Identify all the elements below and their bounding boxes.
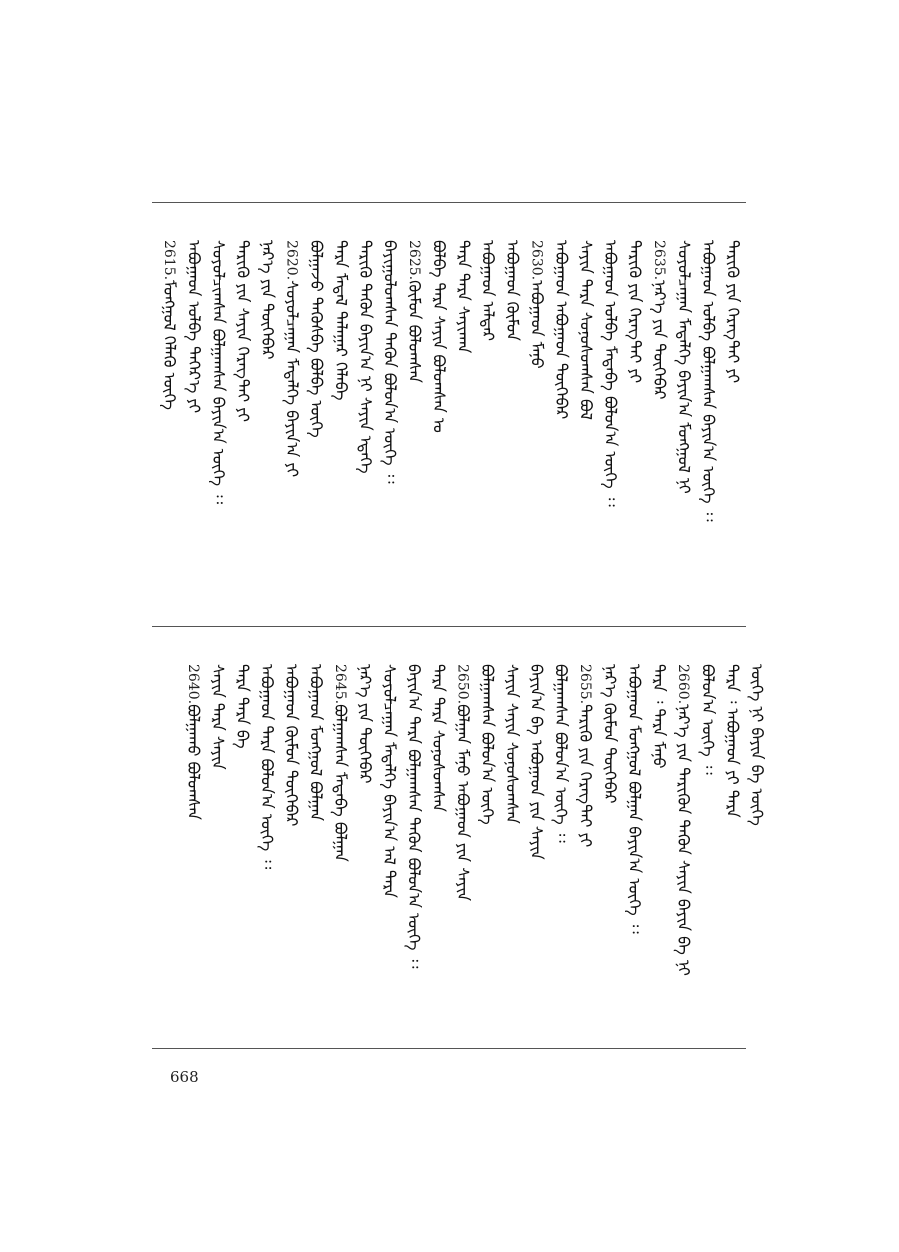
verse-line [671, 240, 697, 610]
verse-line [426, 240, 452, 610]
verse-number: 2635. [651, 240, 667, 281]
verse-text: ᠠᠪᠤᠭᠠᠳ ᠣᠯᠪᠠ ᠮᠡᠳᠡᠪᠡ ᠪᠣᠯᠤᠨ᠎ᠠ ᠦᠭᠡ ᠄᠄ [601, 240, 620, 507]
verse-text: ᠮᠣᠩᠭᠣᠯ ᠬᠡᠯᠡᠬᠦ ᠦᠭᠡ [160, 280, 179, 410]
verse-text: ᠠᠪᠤᠭᠠᠳ ᠮᠠᠨᠤ [527, 280, 547, 369]
verse-text: ᠪᠣᠯᠤᠨ᠎ᠠ ᠦᠭᠡ ᠄᠄ [698, 664, 718, 775]
verse-line [450, 664, 476, 1034]
verse-text: ᠪᠣᠯᠭᠠᠭᠰᠠᠨ ᠮᠡᠳᠡᠪᠡ ᠪᠣᠯᠭᠠᠨ [331, 704, 350, 862]
verse-line [156, 240, 182, 610]
verse-text: ᠰᠠᠶᠢᠨ ᠲᠡᠷᠡ ᠰᠣᠨᠣᠰᠤᠭᠰᠠᠨ ᠪᠣᠯ [576, 240, 596, 421]
verse-line [474, 664, 500, 1034]
verse-line [646, 240, 672, 610]
verse-number: 2655. [577, 664, 593, 705]
verse-line [254, 664, 280, 1034]
middle-rule [152, 626, 746, 627]
lower-panel [152, 664, 767, 1034]
verse-text: ᠰᠠᠶᠢᠨ ᠰᠠᠶᠢᠨ ᠰᠣᠨᠣᠰᠤᠭᠰᠠᠨ [502, 664, 522, 824]
verse-text: ᠲᠡᠷᠡ ᠲᠡᠷᠡ ᠰᠠᠶᠢᠬᠠᠨ [454, 240, 473, 354]
verse-text: ᠲᠡᠷᠢᠭᠦ ᠶᠢᠨ ᠬᠡᠷᠡᠭ᠎ᠲᠡᠢ ᠶᠢ [625, 240, 645, 384]
top-rule [152, 202, 746, 203]
verse-text: ᠰᠣᠶᠣᠯᠴᠠᠭᠠᠨ ᠮᠡᠳᠡᠯᠭᠡ ᠪᠠᠶᠢᠨ᠎ᠠ ᠮᠣᠩᠭᠣᠯ ᠨᠢ [674, 240, 694, 494]
verse-line [279, 240, 305, 610]
verse-line [205, 664, 231, 1034]
verse-text: ᠨᠡᠷ᠎ᠡ ᠶᠢᠨ ᠲᠡᠷᠢᠭᠦᠨ ᠲᠡᠭᠦᠨ ᠰᠠᠶᠢᠨ ᠪᠠᠶᠢᠨ ᠪᠠ ᠨᠢ [674, 704, 693, 976]
verse-line [524, 240, 550, 610]
verse-text: ᠲᠡᠷᠢᠭᠦ ᠶᠢᠨ ᠬᠡᠷᠡᠭ᠎ᠲᠡᠢ ᠶᠢ [723, 240, 743, 384]
verse-line [401, 240, 427, 610]
verse-text: ᠲᠡᠷᠡ ᠮᠡᠳᠡᠯ ᠲᠠᠯᠠᠭᠠᠷ ᠬᠡᠯᠡᠪᠡ [331, 240, 351, 401]
verse-line [670, 664, 696, 1034]
verse-number: 2645. [332, 664, 348, 705]
verse-text: ᠠᠪᠤᠭᠠᠳ ᠲᠡᠷᠡ ᠪᠣᠯᠤᠨ᠎ᠠ ᠦᠭᠡ ᠄᠄ [257, 664, 277, 870]
verse-text: ᠲᠡᠷᠡ ᠲᠡᠷᠡ ᠰᠣᠨᠣᠰᠤᠭᠰᠠᠨ [429, 664, 448, 812]
verse-text: ᠪᠣᠯᠭᠠᠨ ᠮᠠᠨᠤ ᠠᠪᠤᠭᠠᠳ ᠶᠢᠨ ᠰᠠᠶᠢᠨ [453, 704, 473, 902]
verse-line [622, 240, 648, 610]
verse-line [597, 240, 623, 610]
verse-text: ᠲᠡᠷᠢᠭᠦ ᠶᠢᠨ ᠬᠡᠷᠡᠭ᠎ᠲᠡᠢ ᠶᠢ [576, 704, 595, 848]
verse-number: 2630. [528, 240, 545, 281]
verse-text: ᠲᠡᠷᠢᠭᠦ ᠶᠢᠨ ᠰᠠᠶᠢᠨ ᠬᠡᠷᠡᠭ᠎ᠲᠡᠢ ᠶᠢ [233, 240, 253, 423]
verse-line [573, 240, 599, 610]
verse-number: 2620. [283, 240, 300, 281]
verse-line [230, 240, 256, 610]
verse-line [229, 664, 255, 1034]
verse-number: 2660. [675, 664, 691, 705]
verse-line [303, 240, 329, 610]
verse-line [548, 664, 574, 1034]
verse-line [695, 240, 721, 610]
verse-text: ᠲᠡᠷᠢᠭᠦ ᠲᠡᠭᠦᠨ ᠪᠠᠶᠢᠨ᠎ᠠ ᠨᠢ ᠰᠠᠶᠢᠨ ᠡᠳᠡᠭᠡ [356, 240, 375, 474]
verse-text: ᠪᠣᠯᠭᠠᠬᠤ ᠪᠣᠯᠤᠭᠰᠠᠨ [184, 704, 203, 820]
verse-text: ᠨᠡᠷ᠎ᠡ ᠶᠢᠨ ᠲᠥᠭᠡᠪᠡᠷ [258, 240, 277, 360]
verse-text: ᠰᠣᠶᠣᠯᠴᠠᠭᠠᠨ ᠮᠡᠳᠡᠯᠭᠡ ᠪᠠᠶᠢᠨ᠎ᠠ ᠶᠢ [282, 280, 302, 478]
verse-line [278, 664, 304, 1034]
verse-line [523, 664, 549, 1034]
upper-panel [152, 240, 746, 610]
verse-text: ᠪᠠᠶᠢᠨ᠎ᠠ ᠪᠠ ᠠᠪᠤᠭᠠᠳ ᠶᠢᠨ ᠰᠠᠶᠢᠨ [527, 664, 546, 860]
verse-line [572, 664, 598, 1034]
verse-text: ᠨᠡᠷ᠎ᠡ ᠶᠢᠨ ᠲᠥᠭᠡᠪᠡᠷ [355, 664, 375, 784]
verse-line [719, 664, 745, 1034]
verse-line [180, 664, 206, 1034]
verse-text: ᠪᠠᠶᠢᠭᠤᠯᠤᠭᠰᠠᠨ ᠲᠡᠭᠦᠨ ᠪᠣᠯᠤᠨ᠎ᠠ ᠦᠭᠡ ᠄᠄ [380, 240, 400, 484]
verse-line [744, 664, 770, 1034]
verse-text: ᠲᠡᠷᠡ ᠲᠡᠷᠡ ᠪᠠ [233, 664, 252, 749]
verse-text: ᠨᠡᠷ᠎ᠡ ᠶᠢᠨ ᠲᠥᠭᠡᠪᠡᠷ [650, 280, 669, 400]
verse-line [327, 664, 353, 1034]
verse-text: ᠠᠪᠤᠭᠠᠳ ᠣᠯᠪᠠ ᠪᠣᠯᠭᠠᠭᠰᠠᠨ ᠪᠠᠶᠢᠨ᠎ᠠ ᠦᠭᠡ ᠄᠄ [699, 240, 718, 522]
verse-number: 2640. [185, 664, 201, 705]
verse-line [720, 240, 746, 610]
verse-text: ᠠᠪᠤᠭᠠᠳ ᠮᠣᠩᠭᠣᠯ ᠪᠣᠯᠭᠠᠨ [306, 664, 326, 822]
verse-text: ᠰᠠᠶᠢᠨ ᠲᠡᠷᠡ ᠰᠠᠶᠢᠨ [208, 664, 228, 770]
verse-number: 2615. [161, 240, 177, 281]
verse-line [352, 664, 378, 1034]
verse-text: ᠰᠣᠶᠣᠯᠴᠠᠭᠠᠨ ᠮᠡᠳᠡᠯᠭᠡ ᠪᠠᠶᠢᠨ᠎ᠠ ᠠᠯ ᠲᠡᠷᠡ [380, 664, 399, 898]
verse-line [597, 664, 623, 1034]
verse-number: 2625. [406, 240, 422, 281]
verse-line [450, 240, 476, 610]
verse-text: ᠪᠣᠯᠪᠠ ᠲᠡᠷᠡ ᠰᠠᠶᠢᠨ ᠪᠣᠯᠤᠭᠰᠠᠨ ᠤ [429, 240, 449, 433]
verse-text: ᠪᠣᠯᠭᠠᠭᠰᠠᠨ ᠪᠣᠯᠤᠨ᠎ᠠ ᠦᠭᠡ ᠄᠄ [551, 664, 571, 843]
verse-text: ᠦᠭᠡ ᠨᠢ ᠪᠠᠶᠢᠨ ᠪᠠ ᠦᠭᠡ [747, 664, 767, 826]
verse-line [352, 240, 378, 610]
verse-text: ᠰᠣᠶᠣᠯᠴᠢᠭᠰᠠᠨ ᠪᠣᠯᠭᠠᠭᠰᠠᠨ ᠪᠠᠶᠢᠨ᠎ᠠ ᠦᠭᠡ ᠄᠄ [209, 240, 228, 505]
verse-line [328, 240, 354, 610]
verse-text: ᠪᠣᠯᠭᠠᠭᠰᠠᠨ ᠪᠣᠯᠤᠨ᠎ᠠ ᠦᠭᠡ [478, 664, 497, 825]
page-number: 668 [170, 1068, 199, 1086]
verse-line [475, 240, 501, 610]
verse-line [181, 240, 207, 610]
verse-text: ᠠᠪᠤᠭᠠᠳ ᠠᠪᠤᠭᠠᠳ ᠲᠥᠭᠡᠪᠡᠷ [552, 240, 571, 420]
verse-line [205, 240, 231, 610]
verse-text: ᠠᠪᠤᠭᠠᠳ ᠠᠯᠳᠠᠷ [478, 240, 498, 341]
verse-line [695, 664, 721, 1034]
verse-text: ᠲᠡᠷᠡ ᠄ ᠲᠡᠷᠡ ᠮᠠᠨᠤ [649, 664, 669, 769]
verse-line [499, 664, 525, 1034]
verse-line [303, 664, 329, 1034]
verse-line [548, 240, 574, 610]
bottom-rule [152, 1048, 746, 1049]
verse-text: ᠨᠡᠷ᠎ᠡ ᠬᠦᠮᠦᠨ ᠲᠥᠭᠡᠪᠡᠷ [600, 664, 620, 804]
verse-number: 2650. [454, 664, 471, 705]
verse-text: ᠬᠦᠮᠦᠨ ᠪᠣᠯᠤᠭᠰᠠᠨ [405, 280, 424, 384]
verse-line [401, 664, 427, 1034]
verse-line [621, 664, 647, 1034]
verse-text: ᠪᠠᠶᠢᠨ᠎ᠠ ᠲᠡᠷᠡ ᠪᠣᠯᠭᠠᠭᠰᠠᠨ ᠲᠡᠭᠦᠨ ᠪᠣᠯᠤᠨ᠎ᠠ ᠦᠭᠡ ᠄᠄ [404, 664, 424, 969]
verse-line [254, 240, 280, 610]
verse-text: ᠠᠪᠤᠭᠠᠳ ᠬᠦᠮᠦᠨ ᠲᠥᠭᠡᠪᠡᠷ [282, 664, 301, 827]
verse-text: ᠪᠣᠯᠭᠠᠵᠤ ᠲᠡᠭᠦᠰᠪᠡ ᠪᠣᠯᠪᠠ ᠦᠭᠡ [307, 240, 326, 438]
verse-line [425, 664, 451, 1034]
verse-line [377, 240, 403, 610]
verse-text: ᠠᠪᠤᠭᠠᠳ ᠬᠦᠮᠦᠨ [503, 240, 522, 341]
verse-text: ᠲᠡᠷᠡ ᠄ ᠠᠪᠤᠭᠠᠳ ᠶᠢ ᠲᠡᠷᠡ [723, 664, 742, 818]
verse-line [646, 664, 672, 1034]
verse-text: ᠠᠪᠤᠭᠠᠳ ᠣᠯᠪᠠ ᠳᠡᠭᠡᠷ᠎ᠡ ᠶᠢ [184, 240, 204, 414]
verse-line [376, 664, 402, 1034]
verse-line [499, 240, 525, 610]
verse-text: ᠠᠪᠤᠭᠠᠳ ᠮᠣᠩᠭᠣᠯ ᠪᠣᠯᠭᠠᠨ ᠪᠠᠶᠢᠨ᠎ᠠ ᠦᠭᠡ ᠄᠄ [625, 664, 644, 934]
